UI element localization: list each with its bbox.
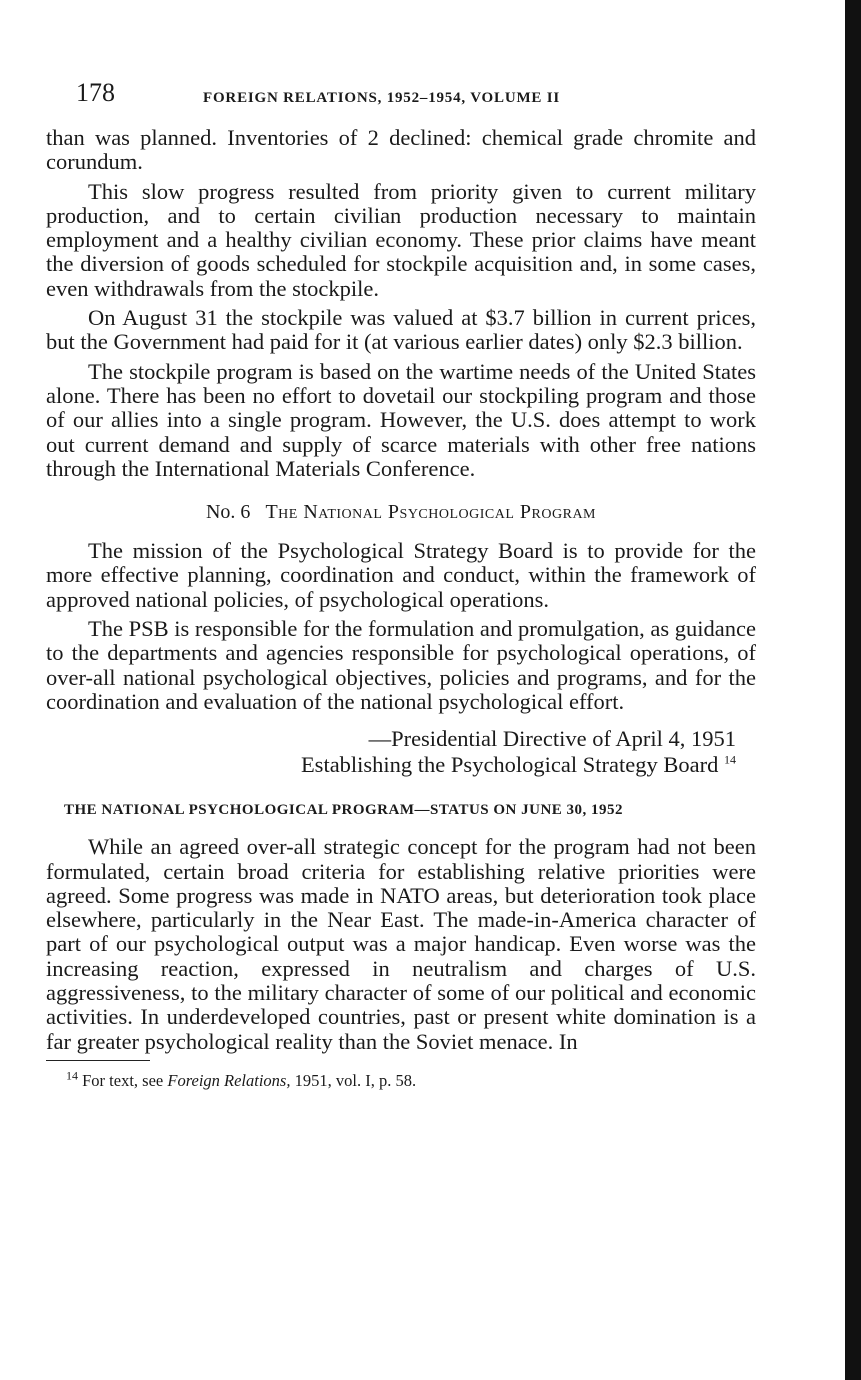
footnote-text-after: 1951, vol. I, p. 58. xyxy=(290,1070,417,1090)
footnote-number: 14 xyxy=(66,1068,78,1083)
page-number: 178 xyxy=(76,78,115,107)
paragraph: The mission of the Psychological Strategy Board is to provide for the more effective planning, coordination and conduct, within the framework of approved national policies, of psychological operations. xyxy=(46,538,756,612)
page-edge-shadow xyxy=(845,0,861,1380)
footnote-reference: 14 xyxy=(724,752,736,767)
footnote-text-before: For text, see xyxy=(82,1070,168,1090)
footnote-divider xyxy=(46,1060,150,1061)
attribution xyxy=(46,726,756,778)
document-page xyxy=(46,78,756,1091)
footnote xyxy=(46,1068,756,1091)
attribution-line-1: —Presidential Directive of April 4, 1951 xyxy=(368,726,736,752)
footnote-italic-title: Foreign Relations, xyxy=(167,1070,291,1090)
attribution-line-2-text: Establishing the Psychological Strategy Board xyxy=(300,752,719,778)
section-number: No. 6 xyxy=(205,501,251,524)
paragraph: than was planned. Inventories of 2 declined: chemical grade chromite and corundum. xyxy=(46,125,756,175)
section-heading xyxy=(46,501,756,524)
paragraph: The stockpile program is based on the wartime needs of the United States alone. There has been no effort to dovetail our stockpiling program and those of our allies into a single program. However, the U.S. does attempt to work out current demand and supply of scarce materials with other free nations through the International Materials Conference. xyxy=(46,358,756,481)
paragraph: On August 31 the stockpile was valued at $3.7 billion in current prices, but the Government had paid for it (at various earlier dates) only $2.3 billion. xyxy=(46,305,756,355)
status-heading: THE NATIONAL PSYCHOLOGICAL PROGRAM—STATUS ON JUNE 30, 1952 xyxy=(64,802,624,819)
attribution-line-2 xyxy=(46,752,736,778)
running-title: FOREIGN RELATIONS, 1952–1954, VOLUME II xyxy=(203,90,561,106)
paragraph: This slow progress resulted from priority given to current military production, and to certain civilian production necessary to maintain employment and a healthy civilian economy. These prior claims have meant the diversion of goods scheduled for stockpile acquisition and, in some cases, even withdrawals from the stockpile. xyxy=(46,178,756,301)
running-head xyxy=(46,78,756,118)
paragraph: While an agreed over-all strategic concept for the program had not been formulated, certain broad criteria for establishing relative priorities were agreed. Some progress was made in NATO areas, but deterioration took place elsewhere, particularly in the Near East. The made-in-America character of part of our psychological output was a major handicap. Even worse was the increasing reaction, expressed in neutralism and charges of U.S. aggressiveness, to the military character of some of our political and economic activities. In underdeveloped countries, past or present white domination is a far greater psychological reality than the Soviet menace. In xyxy=(46,834,756,1054)
paragraph: The PSB is responsible for the formulation and promulgation, as guidance to the departments and agencies responsible for psychological operations, of over-all national psychological objectives, policies and programs, and for the coordination and evaluation of the national psychological effort. xyxy=(46,616,757,714)
section-title: The National Psychological Program xyxy=(265,501,597,524)
